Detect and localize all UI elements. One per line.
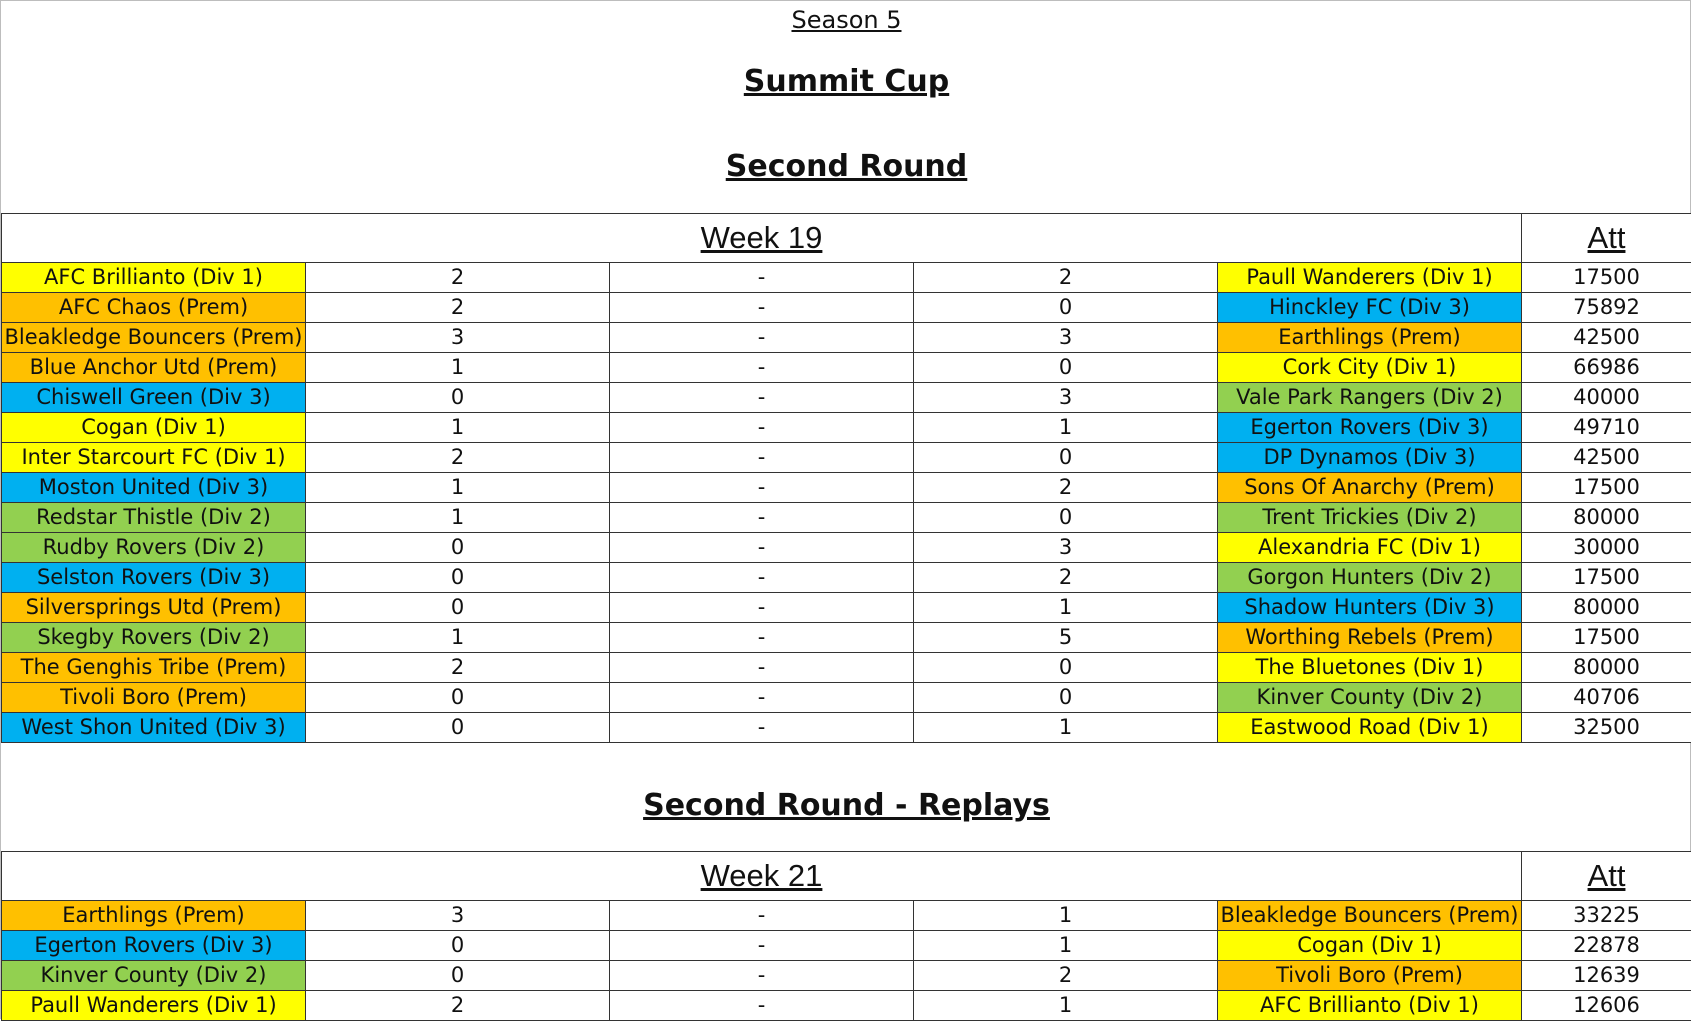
- home-team-cell[interactable]: Egerton Rovers (Div 3): [2, 931, 306, 961]
- home-team-cell[interactable]: Blue Anchor Utd (Prem): [2, 353, 306, 383]
- score-separator-cell[interactable]: -: [610, 563, 914, 593]
- score-separator-cell[interactable]: -: [610, 473, 914, 503]
- second-round-table: [1, 213, 1691, 743]
- home-team-cell[interactable]: Inter Starcourt FC (Div 1): [2, 443, 306, 473]
- attendance-cell[interactable]: 49710: [1522, 413, 1691, 443]
- table-row: [2, 353, 1691, 383]
- away-team-cell[interactable]: Shadow Hunters (Div 3): [1218, 593, 1522, 623]
- attendance-cell[interactable]: 80000: [1522, 593, 1691, 623]
- home-score-cell[interactable]: 2: [306, 293, 610, 323]
- score-separator-cell[interactable]: -: [610, 443, 914, 473]
- table-row: [2, 473, 1691, 503]
- home-score-cell[interactable]: 0: [306, 931, 610, 961]
- away-team-cell[interactable]: AFC Brillianto (Div 1): [1218, 991, 1522, 1021]
- away-score-cell[interactable]: 0: [914, 503, 1218, 533]
- away-team-cell[interactable]: Alexandria FC (Div 1): [1218, 533, 1522, 563]
- home-score-cell[interactable]: 0: [306, 593, 610, 623]
- home-score-cell[interactable]: 0: [306, 683, 610, 713]
- home-team-cell[interactable]: Cogan (Div 1): [2, 413, 306, 443]
- score-separator-cell[interactable]: -: [610, 503, 914, 533]
- away-score-cell[interactable]: 1: [914, 901, 1218, 931]
- home-score-cell[interactable]: 0: [306, 533, 610, 563]
- week-header: Week 21: [2, 852, 1522, 901]
- attendance-cell[interactable]: 40000: [1522, 383, 1691, 413]
- away-score-cell[interactable]: 3: [914, 323, 1218, 353]
- score-separator-cell[interactable]: -: [610, 683, 914, 713]
- away-score-cell[interactable]: 2: [914, 473, 1218, 503]
- away-score-cell[interactable]: 2: [914, 563, 1218, 593]
- away-team-cell[interactable]: Bleakledge Bouncers (Prem): [1218, 901, 1522, 931]
- table-row: [2, 683, 1691, 713]
- away-score-cell[interactable]: 3: [914, 533, 1218, 563]
- score-separator-cell[interactable]: -: [610, 931, 914, 961]
- home-team-cell[interactable]: West Shon United (Div 3): [2, 713, 306, 743]
- attendance-header: Att: [1522, 852, 1691, 901]
- table-row: [2, 653, 1691, 683]
- home-team-cell[interactable]: Tivoli Boro (Prem): [2, 683, 306, 713]
- attendance-cell[interactable]: 12639: [1522, 961, 1691, 991]
- home-team-cell[interactable]: Earthlings (Prem): [2, 901, 306, 931]
- replays-table: [1, 851, 1691, 1021]
- table-row: [2, 533, 1691, 563]
- attendance-cell[interactable]: 17500: [1522, 473, 1691, 503]
- away-team-cell[interactable]: Paull Wanderers (Div 1): [1218, 263, 1522, 293]
- away-team-cell[interactable]: Cork City (Div 1): [1218, 353, 1522, 383]
- table-row: [2, 901, 1691, 931]
- away-score-cell[interactable]: 0: [914, 353, 1218, 383]
- home-team-cell[interactable]: Redstar Thistle (Div 2): [2, 503, 306, 533]
- home-score-cell[interactable]: 0: [306, 713, 610, 743]
- away-score-cell[interactable]: 1: [914, 593, 1218, 623]
- table-row: [2, 443, 1691, 473]
- second-round-body: [2, 263, 1691, 743]
- score-separator-cell[interactable]: -: [610, 323, 914, 353]
- home-score-cell[interactable]: 3: [306, 323, 610, 353]
- attendance-cell[interactable]: 30000: [1522, 533, 1691, 563]
- away-team-cell[interactable]: Gorgon Hunters (Div 2): [1218, 563, 1522, 593]
- away-score-cell[interactable]: 1: [914, 413, 1218, 443]
- away-score-cell[interactable]: 0: [914, 443, 1218, 473]
- attendance-header: Att: [1522, 214, 1691, 263]
- table-row: [2, 991, 1691, 1021]
- home-score-cell[interactable]: 2: [306, 443, 610, 473]
- attendance-cell[interactable]: 66986: [1522, 353, 1691, 383]
- score-separator-cell[interactable]: -: [610, 623, 914, 653]
- home-score-cell[interactable]: 2: [306, 653, 610, 683]
- home-team-cell[interactable]: AFC Chaos (Prem): [2, 293, 306, 323]
- home-team-cell[interactable]: Kinver County (Div 2): [2, 961, 306, 991]
- away-team-cell[interactable]: Sons Of Anarchy (Prem): [1218, 473, 1522, 503]
- away-score-cell[interactable]: 0: [914, 653, 1218, 683]
- attendance-cell[interactable]: 42500: [1522, 443, 1691, 473]
- score-separator-cell[interactable]: -: [610, 353, 914, 383]
- cup-title: Summit Cup: [1, 67, 1691, 97]
- replays-body: [2, 901, 1691, 1021]
- away-score-cell[interactable]: 0: [914, 683, 1218, 713]
- home-team-cell[interactable]: Rudby Rovers (Div 2): [2, 533, 306, 563]
- table-row: [2, 383, 1691, 413]
- attendance-cell[interactable]: 80000: [1522, 503, 1691, 533]
- attendance-cell[interactable]: 42500: [1522, 323, 1691, 353]
- table-row: [2, 961, 1691, 991]
- score-separator-cell[interactable]: -: [610, 533, 914, 563]
- score-separator-cell[interactable]: -: [610, 961, 914, 991]
- attendance-cell[interactable]: 80000: [1522, 653, 1691, 683]
- away-score-cell[interactable]: 1: [914, 991, 1218, 1021]
- away-score-cell[interactable]: 1: [914, 713, 1218, 743]
- away-team-cell[interactable]: Tivoli Boro (Prem): [1218, 961, 1522, 991]
- home-score-cell[interactable]: 3: [306, 901, 610, 931]
- home-score-cell[interactable]: 0: [306, 563, 610, 593]
- away-team-cell[interactable]: Trent Trickies (Div 2): [1218, 503, 1522, 533]
- away-team-cell[interactable]: Worthing Rebels (Prem): [1218, 623, 1522, 653]
- score-separator-cell[interactable]: -: [610, 653, 914, 683]
- score-separator-cell[interactable]: -: [610, 593, 914, 623]
- away-team-cell[interactable]: The Bluetones (Div 1): [1218, 653, 1522, 683]
- attendance-cell[interactable]: 75892: [1522, 293, 1691, 323]
- home-score-cell[interactable]: 1: [306, 353, 610, 383]
- away-team-cell[interactable]: Vale Park Rangers (Div 2): [1218, 383, 1522, 413]
- away-team-cell[interactable]: Eastwood Road (Div 1): [1218, 713, 1522, 743]
- attendance-cell[interactable]: 40706: [1522, 683, 1691, 713]
- away-score-cell[interactable]: 1: [914, 931, 1218, 961]
- home-team-cell[interactable]: Moston United (Div 3): [2, 473, 306, 503]
- score-separator-cell[interactable]: -: [610, 991, 914, 1021]
- home-team-cell[interactable]: Paull Wanderers (Div 1): [2, 991, 306, 1021]
- table-row: [2, 931, 1691, 961]
- away-team-cell[interactable]: Hinckley FC (Div 3): [1218, 293, 1522, 323]
- attendance-cell[interactable]: 22878: [1522, 931, 1691, 961]
- away-team-cell[interactable]: Cogan (Div 1): [1218, 931, 1522, 961]
- home-team-cell[interactable]: Skegby Rovers (Div 2): [2, 623, 306, 653]
- score-separator-cell[interactable]: -: [610, 383, 914, 413]
- score-separator-cell[interactable]: -: [610, 413, 914, 443]
- home-score-cell[interactable]: 0: [306, 961, 610, 991]
- table-row: [2, 593, 1691, 623]
- score-separator-cell[interactable]: -: [610, 901, 914, 931]
- attendance-cell[interactable]: 32500: [1522, 713, 1691, 743]
- away-team-cell[interactable]: Egerton Rovers (Div 3): [1218, 413, 1522, 443]
- table-row: [2, 503, 1691, 533]
- home-score-cell[interactable]: 1: [306, 623, 610, 653]
- home-score-cell[interactable]: 2: [306, 263, 610, 293]
- table-header-row: [2, 852, 1691, 901]
- home-score-cell[interactable]: 2: [306, 991, 610, 1021]
- attendance-cell[interactable]: 17500: [1522, 263, 1691, 293]
- away-team-cell[interactable]: Earthlings (Prem): [1218, 323, 1522, 353]
- home-score-cell[interactable]: 0: [306, 383, 610, 413]
- away-score-cell[interactable]: 2: [914, 263, 1218, 293]
- home-team-cell[interactable]: The Genghis Tribe (Prem): [2, 653, 306, 683]
- attendance-cell[interactable]: 12606: [1522, 991, 1691, 1021]
- score-separator-cell[interactable]: -: [610, 263, 914, 293]
- table-row: [2, 623, 1691, 653]
- home-score-cell[interactable]: 1: [306, 473, 610, 503]
- home-score-cell[interactable]: 1: [306, 503, 610, 533]
- table-row: [2, 263, 1691, 293]
- home-team-cell[interactable]: Chiswell Green (Div 3): [2, 383, 306, 413]
- replays-title: Second Round - Replays: [1, 791, 1691, 821]
- away-score-cell[interactable]: 2: [914, 961, 1218, 991]
- table-row: [2, 413, 1691, 443]
- away-team-cell[interactable]: DP Dynamos (Div 3): [1218, 443, 1522, 473]
- home-team-cell[interactable]: Selston Rovers (Div 3): [2, 563, 306, 593]
- home-team-cell[interactable]: Silversprings Utd (Prem): [2, 593, 306, 623]
- attendance-cell[interactable]: 17500: [1522, 563, 1691, 593]
- table-header-row: [2, 214, 1691, 263]
- season-title: Season 5: [1, 8, 1691, 32]
- week-header: Week 19: [2, 214, 1522, 263]
- score-separator-cell[interactable]: -: [610, 293, 914, 323]
- away-score-cell[interactable]: 3: [914, 383, 1218, 413]
- home-team-cell[interactable]: Bleakledge Bouncers (Prem): [2, 323, 306, 353]
- table-row: [2, 563, 1691, 593]
- home-team-cell[interactable]: AFC Brillianto (Div 1): [2, 263, 306, 293]
- home-score-cell[interactable]: 1: [306, 413, 610, 443]
- away-score-cell[interactable]: 0: [914, 293, 1218, 323]
- table-row: [2, 293, 1691, 323]
- table-row: [2, 713, 1691, 743]
- away-team-cell[interactable]: Kinver County (Div 2): [1218, 683, 1522, 713]
- score-separator-cell[interactable]: -: [610, 713, 914, 743]
- attendance-cell[interactable]: 17500: [1522, 623, 1691, 653]
- second-round-title: Second Round: [1, 152, 1691, 182]
- table-row: [2, 323, 1691, 353]
- away-score-cell[interactable]: 5: [914, 623, 1218, 653]
- attendance-cell[interactable]: 33225: [1522, 901, 1691, 931]
